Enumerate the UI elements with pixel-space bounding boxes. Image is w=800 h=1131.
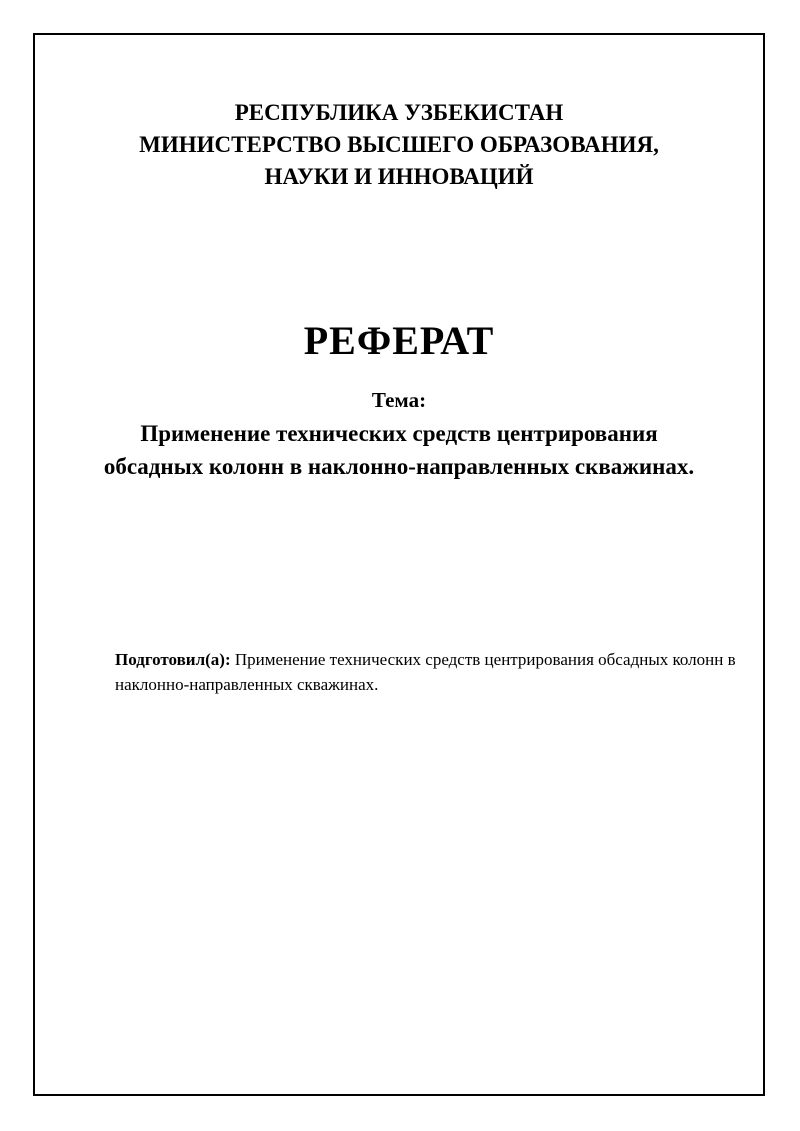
topic-title-line1: Применение технических средств центрирования: [140, 421, 658, 446]
topic-title: [35, 417, 763, 483]
prepared-by-label: Подготовил(а):: [115, 650, 231, 669]
topic-title-line2: обсадных колонн в наклонно-направленных скважинах.: [103, 454, 695, 479]
header-country: РЕСПУБЛИКА УЗБЕКИСТАН: [234, 100, 564, 125]
prepared-by-block: [115, 647, 755, 697]
page-frame: [33, 33, 765, 1096]
header-ministry-cont: НАУКИ И ИННОВАЦИЙ: [264, 164, 534, 189]
topic-label: Тема:: [371, 388, 427, 412]
prepared-by-text: Применение технических средств центрирования обсадных колонн в наклонно-направленных скважинах.: [115, 650, 736, 694]
institution-header: [35, 97, 763, 193]
header-ministry: МИНИСТЕРСТВО ВЫСШЕГО ОБРАЗОВАНИЯ,: [139, 132, 659, 157]
document-type-title: РЕФЕРАТ: [303, 318, 495, 363]
